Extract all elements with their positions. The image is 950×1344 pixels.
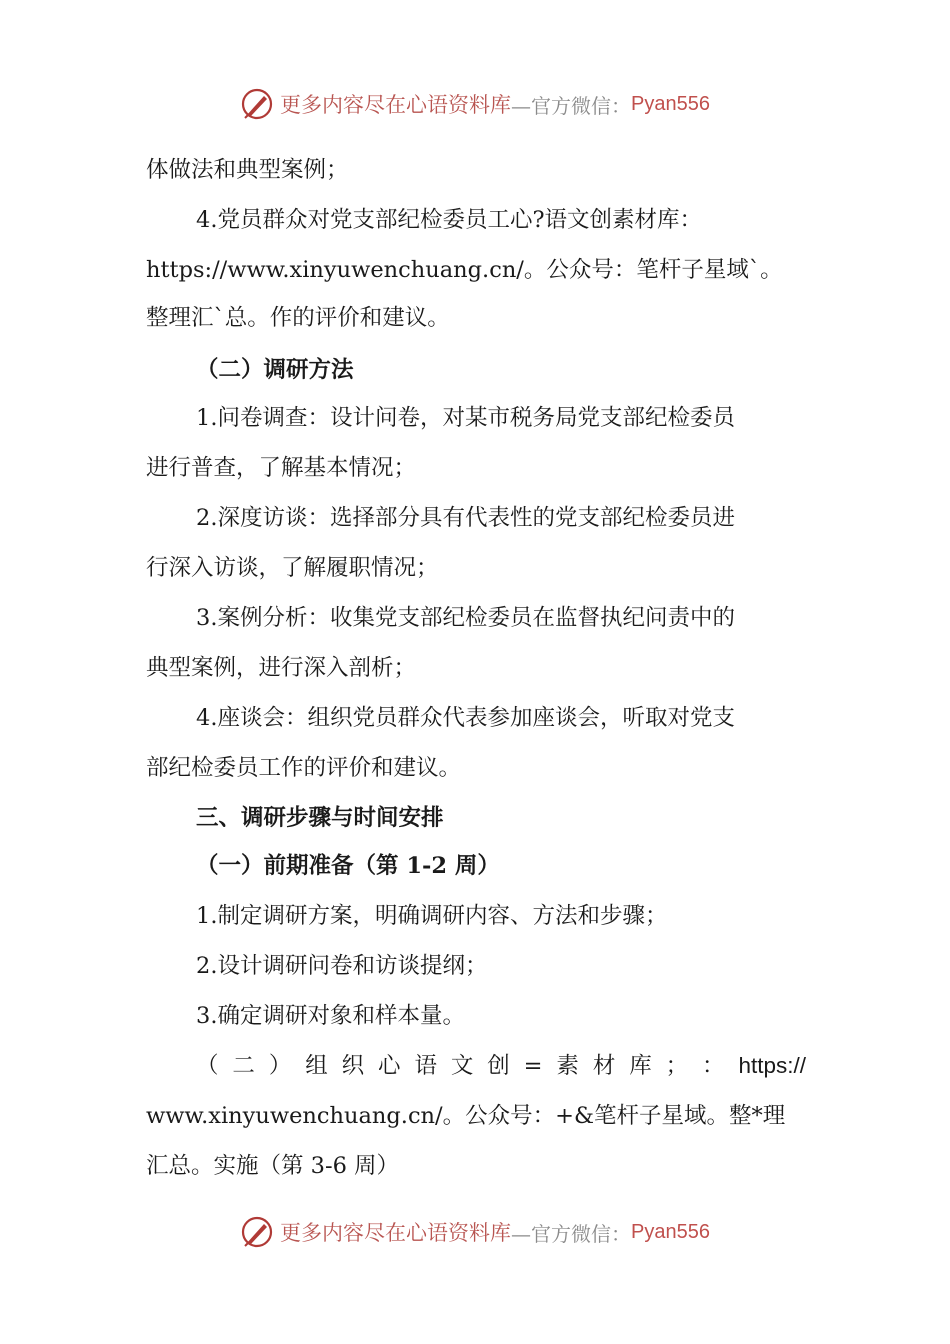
- line-token: ：: [702, 1053, 725, 1079]
- paragraph-line: 进行普查，了解基本情况；: [146, 455, 417, 481]
- line-token: 二: [232, 1053, 255, 1079]
- paragraph-line: www.xinyuwenchuang.cn/。公众号：+&笔杆子星域。整*理: [146, 1103, 786, 1129]
- line-token: ；: [665, 1053, 689, 1079]
- pen-logo-icon: [240, 1215, 274, 1249]
- paragraph-line: 1.问卷调查：设计问卷，对某市税务局党支部纪检委员: [196, 405, 735, 431]
- line-token: ）: [268, 1053, 292, 1079]
- paragraph-line: 3.确定调研对象和样本量。: [196, 1003, 465, 1029]
- pen-logo-icon: [240, 87, 274, 121]
- paragraph-line: 4.座谈会：组织党员群众代表参加座谈会，听取对党支: [196, 705, 735, 731]
- line-token: 材: [592, 1053, 616, 1079]
- chapter-heading: 三、调研步骤与时间安排: [196, 805, 444, 831]
- line-token: 心: [378, 1053, 401, 1079]
- watermark-wechat-id: Pyan556: [631, 92, 710, 115]
- paragraph-line: 整理汇`总。作的评价和建议。: [146, 305, 450, 331]
- line-token: 素: [556, 1053, 579, 1079]
- watermark-brand-text: 更多内容尽在心语资料库: [280, 1221, 512, 1245]
- line-token: 语: [414, 1053, 437, 1079]
- paragraph-line: 2.设计调研问卷和访谈提纲；: [196, 953, 488, 979]
- paragraph-line: 2.深度访谈：选择部分具有代表性的党支部纪检委员进: [196, 505, 735, 531]
- watermark-wechat-id: Pyan556: [631, 1220, 710, 1243]
- line-token: 组: [305, 1053, 328, 1079]
- line-token: 创: [487, 1053, 510, 1079]
- watermark-sub-text: —官方微信：: [511, 93, 632, 118]
- watermark-sub-text: —官方微信：: [511, 1221, 632, 1246]
- paragraph-line: 3.案例分析：收集党支部纪检委员在监督执纪问责中的: [196, 605, 735, 631]
- line-token: 织: [341, 1053, 365, 1079]
- header-watermark-banner: [0, 82, 950, 126]
- paragraph-line: 体做法和典型案例；: [146, 157, 349, 183]
- paragraph-line: 行深入访谈，了解履职情况；: [146, 555, 439, 581]
- section-heading: （一）前期准备（第 1-2 周）: [196, 853, 500, 879]
- line-token: 库: [629, 1053, 652, 1079]
- paragraph-line: 1.制定调研方案，明确调研内容、方法和步骤；: [196, 903, 668, 929]
- line-token: 文: [450, 1053, 474, 1079]
- paragraph-line: https://www.xinyuwenchuang.cn/。公众号：笔杆子星域`。: [146, 257, 783, 283]
- line-token: （: [196, 1053, 219, 1079]
- paragraph-line: 部纪检委员工作的评价和建议。: [146, 755, 462, 781]
- justified-paragraph-line: [196, 1046, 806, 1086]
- url-fragment: https://: [738, 1053, 806, 1078]
- paragraph-line: 4.党员群众对党支部纪检委员工心?语文创素材库：: [196, 207, 703, 233]
- paragraph-line: 汇总。实施（第 3-6 周）: [146, 1153, 400, 1179]
- watermark-brand-text: 更多内容尽在心语资料库: [280, 93, 512, 117]
- footer-watermark-banner: [0, 1210, 950, 1254]
- line-token: =: [523, 1053, 543, 1079]
- section-heading: （二）调研方法: [196, 357, 354, 383]
- paragraph-line: 典型案例，进行深入剖析；: [146, 655, 417, 681]
